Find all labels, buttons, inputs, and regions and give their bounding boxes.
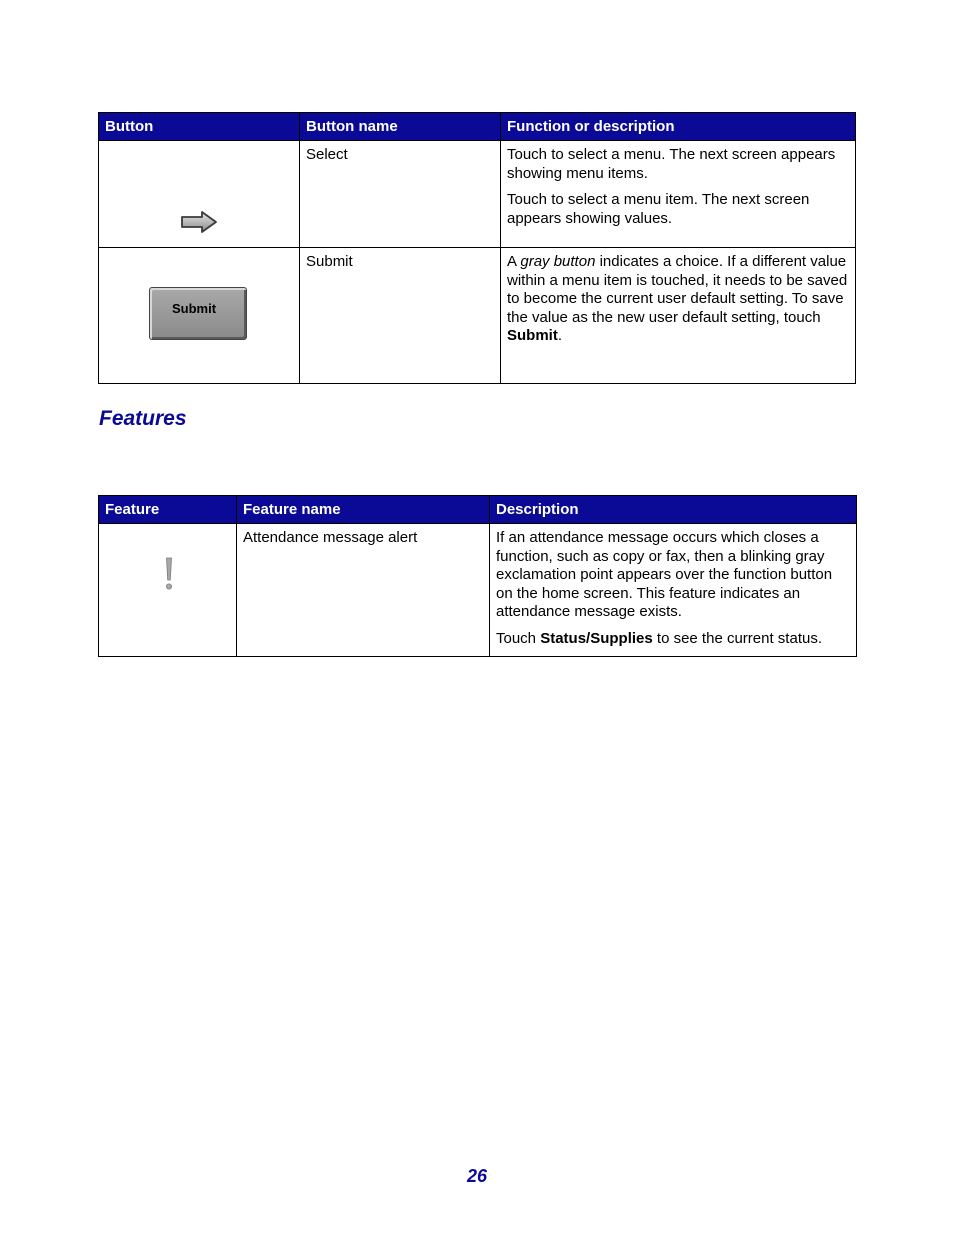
description-cell bbox=[501, 248, 856, 384]
description-cell bbox=[501, 141, 856, 248]
submit-button: Submit bbox=[149, 287, 247, 340]
page-number: 26 bbox=[466, 1166, 488, 1186]
table-row bbox=[99, 524, 857, 657]
column-header-description: Description bbox=[490, 496, 857, 524]
button-icon-cell bbox=[99, 248, 300, 384]
description-paragraph: If an attendance message occurs which closes a function, such as copy or fax, then a blinking gray exclamation point appears over the function button on the home screen. This feature indicates an attendance message exists. bbox=[496, 529, 833, 620]
description-italic: gray button bbox=[520, 253, 596, 270]
description-paragraph bbox=[496, 630, 850, 649]
buttons-table bbox=[98, 112, 856, 384]
features-table bbox=[98, 495, 857, 657]
description-paragraph: Touch to select a menu item. The next screen appears showing values. bbox=[507, 191, 810, 227]
description-bold: Status/Supplies bbox=[540, 629, 653, 647]
exclamation-icon bbox=[163, 557, 175, 591]
description-cell bbox=[490, 524, 857, 657]
column-header-function: Function or description bbox=[501, 113, 856, 141]
column-header-button-name: Button name bbox=[300, 113, 501, 141]
description-text: to see the current status. bbox=[652, 629, 822, 647]
table-row bbox=[99, 141, 856, 248]
button-icon-cell bbox=[99, 141, 300, 248]
column-header-feature-name: Feature name bbox=[237, 496, 490, 524]
button-name-cell: Submit bbox=[300, 248, 501, 384]
table-row bbox=[99, 248, 856, 384]
button-name-cell: Select bbox=[300, 141, 501, 248]
buttons-table-header bbox=[99, 113, 856, 141]
features-heading: Features bbox=[99, 407, 187, 430]
feature-icon-cell bbox=[99, 524, 237, 657]
description-bold: Submit bbox=[507, 327, 558, 344]
description-text: A bbox=[507, 253, 521, 270]
description-text: Touch bbox=[496, 629, 541, 647]
description-paragraph: Touch to select a menu. The next screen appears showing menu items. bbox=[507, 146, 836, 182]
description-text: . bbox=[557, 327, 563, 344]
column-header-button: Button bbox=[99, 113, 300, 141]
features-table-header bbox=[99, 496, 857, 524]
description-text: indicates a choice. If a different value within a menu item is touched, it needs to be saved to become the current user default setting. To save the value as the new user default setting, touch bbox=[507, 253, 848, 326]
column-header-feature: Feature bbox=[99, 496, 237, 524]
feature-name-cell: Attendance message alert bbox=[237, 524, 490, 657]
right-arrow-icon bbox=[180, 210, 218, 234]
